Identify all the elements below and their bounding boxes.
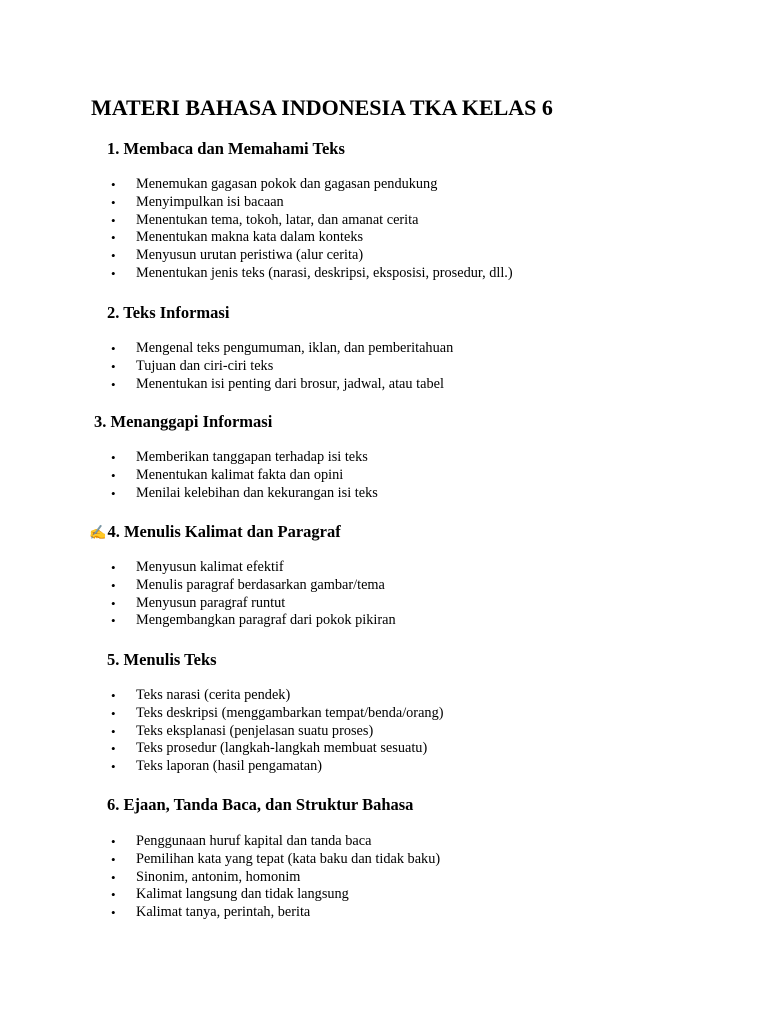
list-item: • Menentukan kalimat fakta dan opini (0, 467, 378, 485)
section-heading: 5. Menulis Teks (107, 650, 217, 669)
list-item: • Teks eksplanasi (penjelasan suatu proses) (0, 723, 443, 741)
bullet-list (0, 559, 396, 630)
section-heading: 3. Menanggapi Informasi (94, 412, 273, 431)
list-item: • Menentukan isi penting dari brosur, jadwal, atau tabel (0, 376, 453, 394)
list-item: • Teks laporan (hasil pengamatan) (0, 758, 443, 776)
list-item: • Kalimat tanya, perintah, berita (0, 904, 440, 922)
list-item: • Menemukan gagasan pokok dan gagasan pendukung (0, 176, 513, 194)
list-item: • Tujuan dan ciri-ciri teks (0, 358, 453, 376)
list-item: • Menentukan makna kata dalam konteks (0, 229, 513, 247)
writing-hand-icon: ✍ (89, 526, 107, 541)
list-item: • Menentukan tema, tokoh, latar, dan amanat cerita (0, 212, 513, 230)
list-item: • Teks prosedur (langkah-langkah membuat sesuatu) (0, 740, 443, 758)
document-title: MATERI BAHASA INDONESIA TKA KELAS 6 (91, 95, 553, 120)
list-item: • Kalimat langsung dan tidak langsung (0, 886, 440, 904)
section-heading: 1. Membaca dan Memahami Teks (107, 139, 345, 158)
list-item: • Menyusun urutan peristiwa (alur cerita) (0, 247, 513, 265)
bullet-list (0, 340, 453, 393)
list-item: • Menilai kelebihan dan kekurangan isi teks (0, 485, 378, 503)
bullet-list (0, 687, 443, 776)
bullet-list (0, 449, 378, 502)
list-item: • Teks narasi (cerita pendek) (0, 687, 443, 705)
list-item: • Menyusun paragraf runtut (0, 595, 396, 613)
list-item: • Teks deskripsi (menggambarkan tempat/benda/orang) (0, 705, 443, 723)
list-item: • Mengenal teks pengumuman, iklan, dan pemberitahuan (0, 340, 453, 358)
section-heading (89, 522, 341, 544)
list-item: • Penggunaan huruf kapital dan tanda baca (0, 833, 440, 851)
bullet-list (0, 176, 513, 283)
list-item: • Menyimpulkan isi bacaan (0, 194, 513, 212)
list-item: • Pemilihan kata yang tepat (kata baku dan tidak baku) (0, 851, 440, 869)
list-item: • Menulis paragraf berdasarkan gambar/tema (0, 577, 396, 595)
section-heading: 6. Ejaan, Tanda Baca, dan Struktur Bahasa (107, 795, 414, 814)
list-item: • Menentukan jenis teks (narasi, deskripsi, eksposisi, prosedur, dll.) (0, 265, 513, 283)
section-heading: 2. Teks Informasi (107, 303, 230, 322)
list-item: • Menyusun kalimat efektif (0, 559, 396, 577)
list-item: • Memberikan tanggapan terhadap isi teks (0, 449, 378, 467)
section-heading-text: 4. Menulis Kalimat dan Paragraf (107, 522, 341, 541)
list-item: • Mengembangkan paragraf dari pokok pikiran (0, 612, 396, 630)
list-item: • Sinonim, antonim, homonim (0, 869, 440, 887)
bullet-list (0, 833, 440, 922)
